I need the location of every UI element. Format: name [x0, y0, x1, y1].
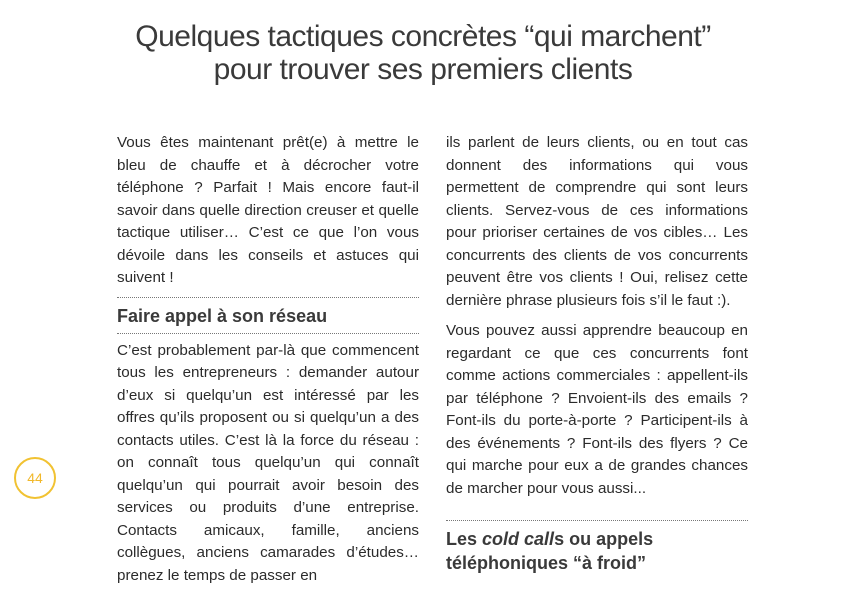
- section-heading-cold-calls: [446, 527, 748, 575]
- title-line-1: Quelques tactiques concrètes “qui marchent”: [135, 20, 711, 53]
- dotted-divider: [117, 297, 419, 298]
- right-column: [446, 132, 748, 580]
- intro-paragraph: Vous êtes maintenant prêt(e) à mettre le bleu de chauffe et à décrocher votre téléphone ? Parfait ! Mais encore faut-il savoir dans quelle direction creuser et quelle tactique utiliser… C’est ce que l’on vous dévoile dans les conseils et astuces qui suivent !: [117, 134, 419, 286]
- left-column: [117, 132, 419, 587]
- heading-italic: cold call: [482, 529, 555, 549]
- commercial-actions-paragraph: Vous pouvez aussi apprendre beaucoup en regardant ce que ces concurrents font comme actions commerciales : appellent-ils par téléphone ? Envoient-ils des emails ? Font-ils du porte-à-porte ? Participent-ils à des événements ? Font-ils des flyers ? Ce qui marche pour eux a de grandes chances de marcher pour vous aussi...: [446, 322, 748, 497]
- heading-suffix: s ou appels téléphoniques “à froid”: [446, 529, 654, 573]
- page-title: [0, 20, 846, 86]
- section-heading-network: Faire appel à son réseau: [117, 305, 328, 326]
- dotted-divider: [446, 520, 748, 521]
- page-number-badge: 44: [14, 457, 56, 499]
- competitors-paragraph: ils parlent de leurs clients, ou en tout cas donnent des informations qui vous permettent de comprendre qui sont leurs clients. Servez-vous de ces informations pour prioriser certaines de vos cibles… Les concurrents des clients de vos concurrents peuvent être vos clients ! Oui, relisez cette dernière phrase plusieurs fois s’il le faut :).: [446, 134, 748, 309]
- heading-prefix: Les: [446, 529, 483, 549]
- dotted-divider: [117, 333, 419, 334]
- title-line-2: pour trouver ses premiers clients: [213, 53, 633, 86]
- network-paragraph: C’est probablement par-là que commencent tous les entrepreneurs : demander autour d’eux si quelqu’un est intéressé par les offres qu’ils proposent ou si quelqu’un a des contacts utiles. C’est là la force du réseau : on connaît tous quelqu’un qui connaît quelqu’un qui pourrait avoir besoin des services ou produits d’une entreprise. Contacts amicaux, famille, anciens collègues, anciens camarades d’études… prenez le temps de passer en: [117, 341, 419, 584]
